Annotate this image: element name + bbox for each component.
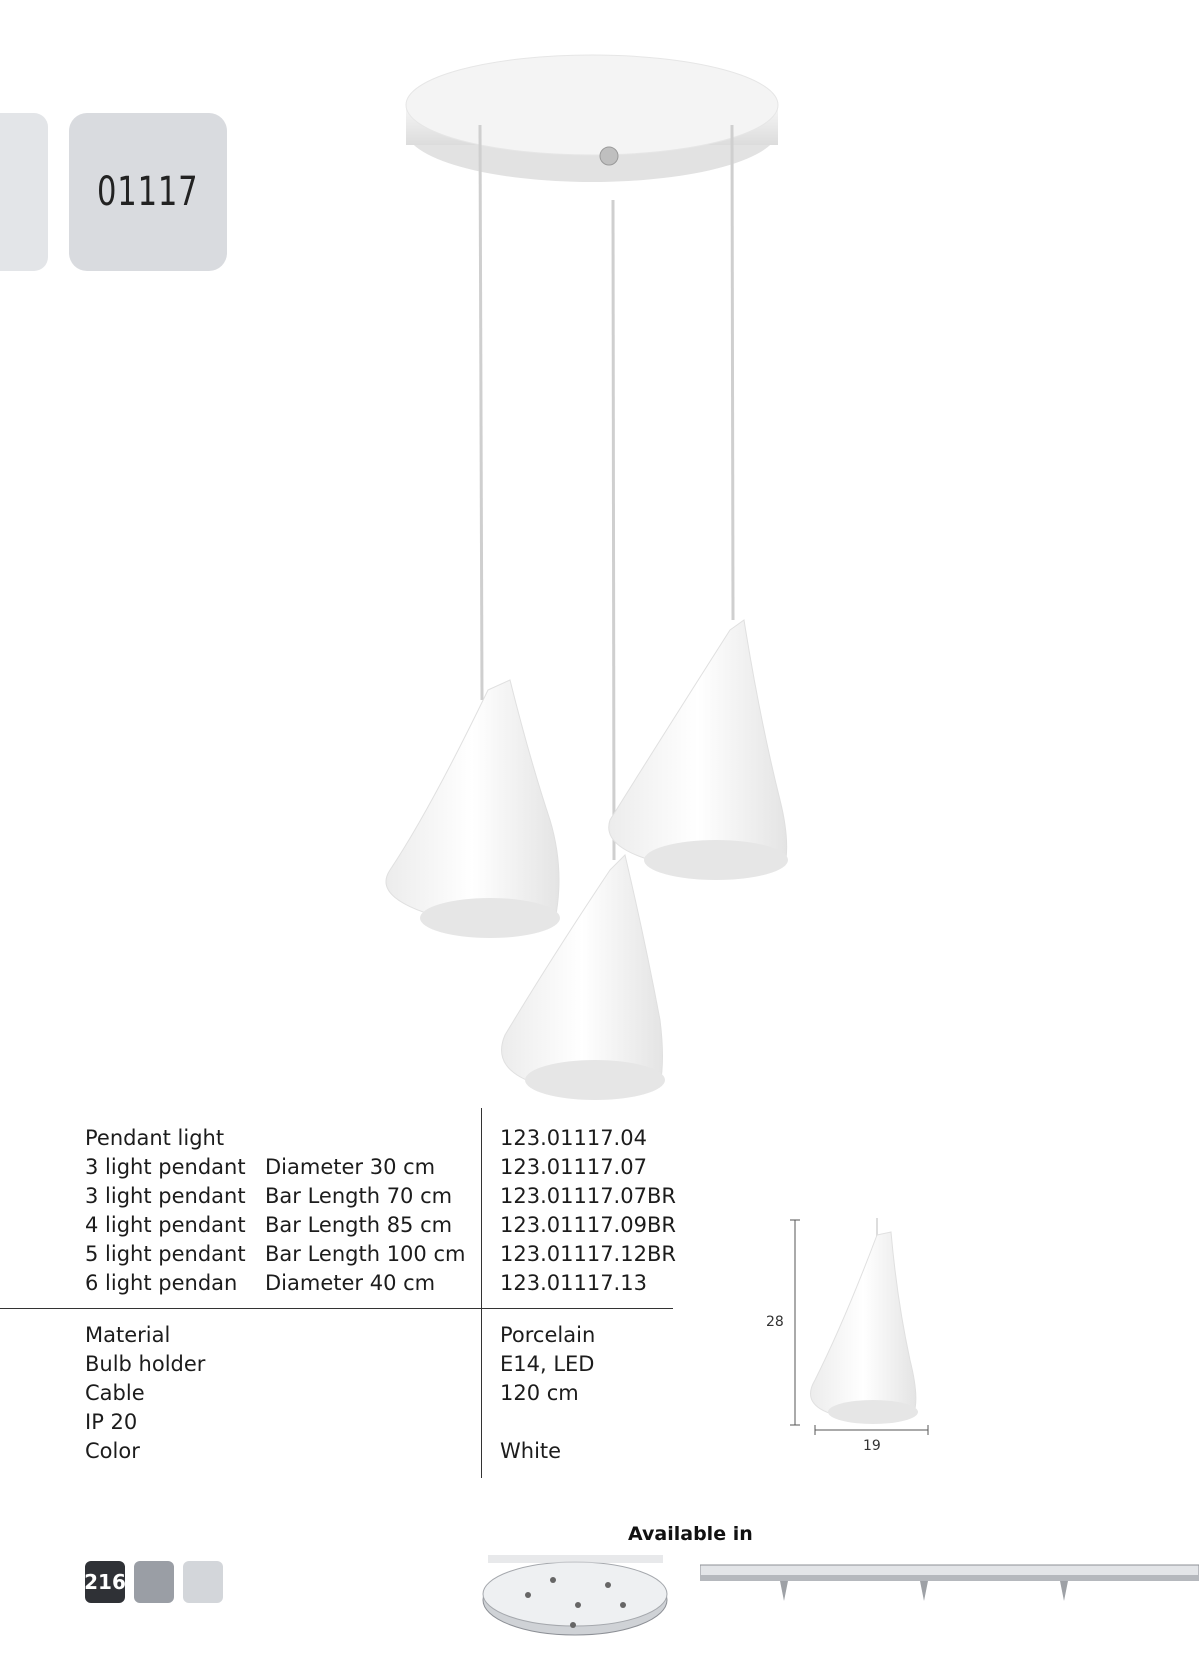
width-dimension: 19	[863, 1438, 881, 1454]
variant-codes	[500, 1124, 676, 1298]
variant-name: 3 light pendant	[85, 1184, 246, 1208]
color-swatch-grey	[134, 1561, 174, 1603]
variant-name: 3 light pendant	[85, 1155, 246, 1179]
variant-name: 5 light pendant	[85, 1242, 246, 1266]
round-canopy-option	[478, 1550, 673, 1640]
table-divider-horizontal	[0, 1308, 673, 1309]
variant-name: 4 light pendant	[85, 1213, 246, 1237]
spec-values	[500, 1321, 595, 1466]
variant-code: 123.01117.13	[500, 1271, 647, 1295]
variant-dimensions	[265, 1124, 465, 1298]
variant-name: 6 light pendan	[85, 1271, 238, 1295]
spec-value: E14, LED	[500, 1352, 595, 1376]
bar-canopy-option	[700, 1563, 1199, 1613]
pendant-light-illustration	[360, 40, 820, 1110]
spec-label: IP 20	[85, 1410, 138, 1434]
variant-code: 123.01117.07	[500, 1155, 647, 1179]
variant-name: Pendant light	[85, 1126, 225, 1150]
variant-dimension	[265, 1124, 465, 1153]
variant-code: 123.01117.07BR	[500, 1184, 676, 1208]
variant-dimension: Bar Length 70 cm	[265, 1184, 453, 1208]
side-tab	[0, 113, 48, 271]
product-code: 01117	[97, 169, 199, 215]
spec-label: Bulb holder	[85, 1352, 206, 1376]
spec-label: Cable	[85, 1381, 145, 1405]
spec-value	[500, 1408, 595, 1437]
variant-dimension: Bar Length 85 cm	[265, 1213, 453, 1237]
variant-dimension: Diameter 40 cm	[265, 1271, 436, 1295]
variant-dimension: Diameter 30 cm	[265, 1155, 436, 1179]
height-dimension: 28	[766, 1314, 784, 1330]
variant-code: 123.01117.09BR	[500, 1213, 676, 1237]
spec-label: Color	[85, 1439, 140, 1463]
product-code-badge	[69, 113, 227, 271]
table-divider-vertical	[481, 1108, 482, 1478]
spec-labels	[85, 1321, 205, 1466]
available-in-label: Available in	[628, 1523, 753, 1545]
page-number: 216	[85, 1561, 125, 1603]
spec-value: White	[500, 1439, 562, 1463]
variant-dimension: Bar Length 100 cm	[265, 1242, 466, 1266]
color-swatch-light	[183, 1561, 223, 1603]
spec-value: Porcelain	[500, 1323, 596, 1347]
spec-value: 120 cm	[500, 1381, 579, 1405]
variant-code: 123.01117.04	[500, 1126, 647, 1150]
spec-label: Material	[85, 1323, 171, 1347]
variant-code: 123.01117.12BR	[500, 1242, 676, 1266]
variant-names	[85, 1124, 246, 1298]
dimension-drawing	[785, 1210, 935, 1440]
